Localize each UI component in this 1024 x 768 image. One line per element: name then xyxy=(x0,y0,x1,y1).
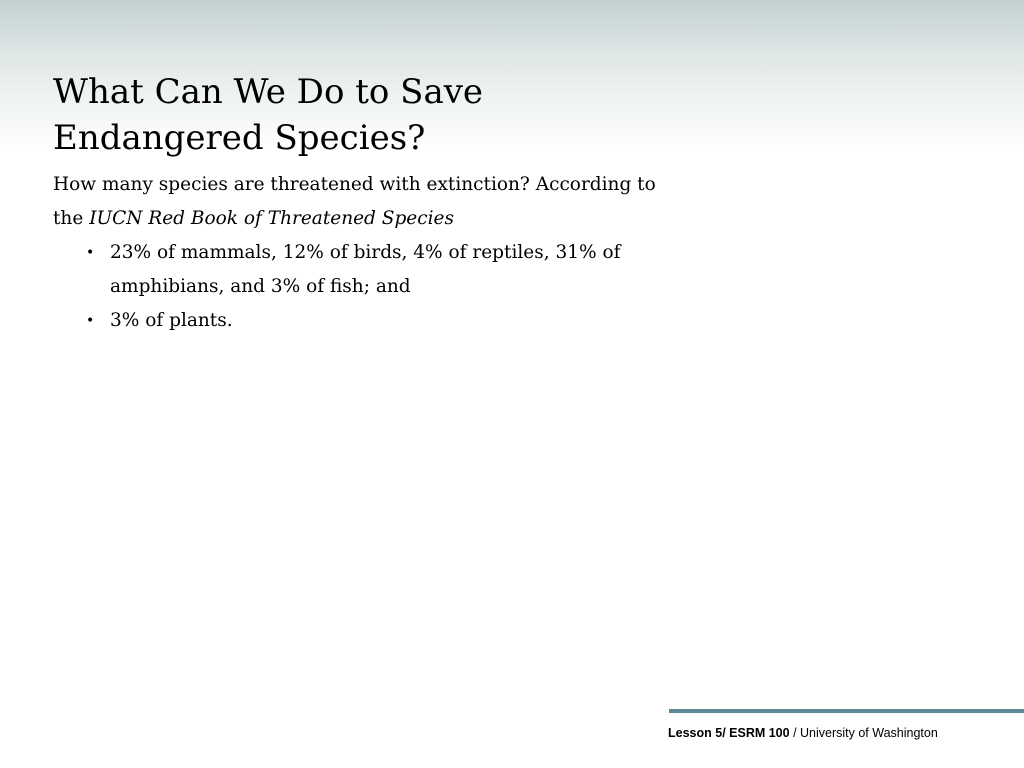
slide-title xyxy=(53,69,693,161)
slide-footer xyxy=(668,725,1008,741)
intro-line-2-prefix: the xyxy=(53,208,90,229)
bullet-item-plants-line-1: 3% of plants. xyxy=(110,310,233,331)
footer-rule xyxy=(669,709,1024,713)
intro-line-2 xyxy=(53,202,713,236)
slide-title-line-2: Endangered Species? xyxy=(53,118,426,158)
bullet-icon: • xyxy=(86,313,95,329)
bullet-item-animals-line-2: amphibians, and 3% of fish; and xyxy=(110,276,411,297)
slide-body xyxy=(53,168,713,338)
footer-separator-2: / xyxy=(789,726,801,740)
footer-institution: University of Washington xyxy=(800,726,938,740)
bullet-icon: • xyxy=(86,245,95,261)
footer-lesson: Lesson 5 xyxy=(668,726,723,740)
intro-paragraph xyxy=(53,168,713,236)
footer-separator-1: / xyxy=(722,726,730,740)
bullet-item-plants xyxy=(53,304,713,338)
iucn-red-book-title: IUCN Red Book of Threatened Species xyxy=(89,208,454,229)
bullet-list xyxy=(53,236,713,338)
footer-course: ESRM 100 xyxy=(729,726,790,740)
intro-line-1: How many species are threatened with extinction? According to xyxy=(53,174,656,195)
slide-title-line-1: What Can We Do to Save xyxy=(53,72,484,112)
bullet-item-animals-line-1: 23% of mammals, 12% of birds, 4% of reptiles, 31% of xyxy=(110,242,621,263)
bullet-item-animals xyxy=(53,236,713,304)
